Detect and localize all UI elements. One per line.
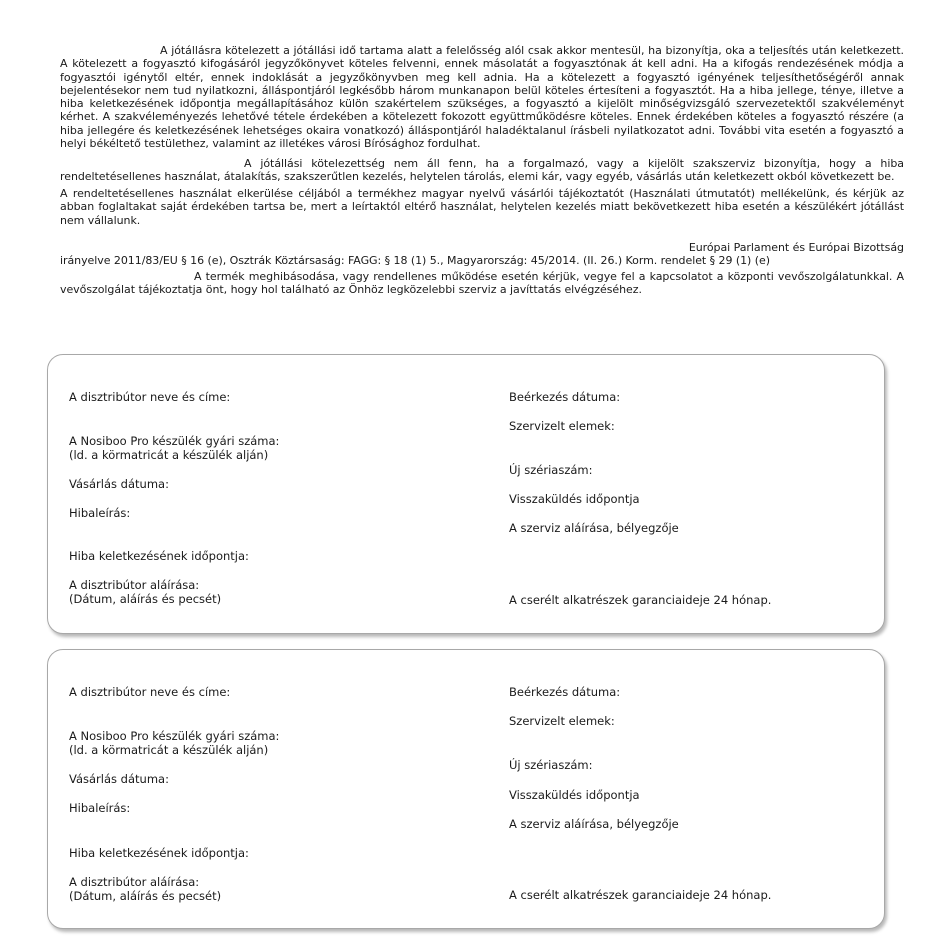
arrival-date-field: Beérkezés dátuma: xyxy=(509,390,621,404)
distributor-signature-field: A disztribútor aláírása: (Dátum, aláírás és pecsét) xyxy=(69,875,222,903)
warranty-card-2 xyxy=(47,649,885,929)
warranty-paragraph-liability-text: A jótállásra kötelezett a jótállási idő tartama alatt a felelősség alól csak akkor mentesül, ha bizonyítja, oka a teljesítés után keletkezett. A kötelezett a fogyasztó kifogásáról jegyzőkönyvet köteles felvenni, ennek másolatát a fogyasztónak át kell adni. Ha a kifogás rendezésének módja a fogyasztói igénytől eltér, ennek indoklását a jegyzőkönyvben meg kell adnia. Ha a kötelezett a fogyasztó igényének teljesíthetőségéről annak bejelentésekor nem tud nyilatkozni, álláspontjáról legkésőbb három munkanapon belül köteles értesíteni a fogyasztót. Ha a hiba jellege, ténye, illetve a hiba keletkezésének időpontja megállapításához külön szakértelem szükséges, a fogyasztó a kijelölt minőségvizsgáló szervezetektől szakvéleményt kérhet. A szakvéleményezés lehetővé tétele érdekében a kötelezett fokozott együttműködésre köteles. Ennek érdekében köteles a fogyasztó részére (a hiba jellegére és keletkezésének lehetséges okaira vonatkozó) álláspontjáról haladéktalanul írásbeli nyilatkozatot adni. További vita esetén a fogyasztó a helyi békéltető testülethez, valamint az illetékes városi Bírósághoz fordulhat. xyxy=(60,44,904,151)
arrival-date-field: Beérkezés dátuma: xyxy=(509,685,621,699)
fault-time-field: Hiba keletkezésének időpontja: xyxy=(69,846,249,860)
distributor-signature-field: A disztribútor aláírása: (Dátum, aláírás és pecsét) xyxy=(69,578,222,606)
fault-description-field: Hibaleírás: xyxy=(69,801,131,815)
parts-warranty-note: A cserélt alkatrészek garanciaideje 24 hónap. xyxy=(509,888,772,902)
distributor-field: A disztribútor neve és címe: xyxy=(69,390,231,404)
return-time-field: Visszaküldés időpontja xyxy=(509,492,640,506)
warranty-card-1 xyxy=(47,354,885,634)
legal-reference-line2: irányelve 2011/83/EU § 16 (e), Osztrák Köztársaság: FAGG: § 18 (1) 5., Magyarország: 45/2014. (II. 26.) Korm. rendelet § 29 (1) (e) xyxy=(60,254,770,268)
fault-time-field: Hiba keletkezésének időpontja: xyxy=(69,549,249,563)
new-serial-field: Új szériaszám: xyxy=(509,463,593,477)
purchase-date-field: Vásárlás dátuma: xyxy=(69,772,169,786)
warranty-paragraph-service-text: A termék meghibásodása, vagy rendellenes működése esetén kérjük, vegye fel a kapcsolatot a központi vevőszolgálatunkkal. A vevőszolgálat tájékoztatja önt, hogy hol található az Önhöz legközelebbi szerviz a javíttatás elvégzéséhez. xyxy=(60,270,904,297)
warranty-paragraph-usage: A rendeltetésellenes használat elkerülése céljából a termékhez magyar nyelvű vásárlói tájékoztatót (Használati útmutatót) mellékelünk, és kérjük az abban foglaltakat saját érdekében tartsa be, mert a leírtaktól eltérő használat, helytelen kezelés miatt bekövetkezett hiba esetén a készülékért jótállást nem vállalunk. xyxy=(60,187,904,227)
serviced-parts-field: Szervizelt elemek: xyxy=(509,419,615,433)
serial-number-field: A Nosiboo Pro készülék gyári száma: (ld. a körmatricát a készülék alján) xyxy=(69,729,280,757)
legal-reference-line1: Európai Parlament és Európai Bizottság xyxy=(688,241,904,254)
service-signature-field: A szerviz aláírása, bélyegzője xyxy=(509,817,679,831)
warranty-paragraph-service xyxy=(60,270,904,297)
serviced-parts-field: Szervizelt elemek: xyxy=(509,714,615,728)
warranty-paragraph-exclusions xyxy=(60,157,904,184)
serial-number-field: A Nosiboo Pro készülék gyári száma: (ld. a körmatricát a készülék alján) xyxy=(69,434,280,462)
legal-reference xyxy=(60,241,904,268)
purchase-date-field: Vásárlás dátuma: xyxy=(69,477,169,491)
distributor-field: A disztribútor neve és címe: xyxy=(69,685,231,699)
warranty-paragraph-exclusions-text: A jótállási kötelezettség nem áll fenn, ha a forgalmazó, vagy a kijelölt szakszerviz bizonyítja, hogy a hiba rendeltetésellenes használat, átalakítás, szakszerűtlen kezelés, helytelen tárolás, elemi kár, vagy egyéb, vásárlás után keletkezett okból következett be. xyxy=(60,157,904,184)
service-signature-field: A szerviz aláírása, bélyegzője xyxy=(509,521,679,535)
new-serial-field: Új szériaszám: xyxy=(509,758,593,772)
warranty-paragraph-liability xyxy=(60,44,904,150)
return-time-field: Visszaküldés időpontja xyxy=(509,788,640,802)
fault-description-field: Hibaleírás: xyxy=(69,506,131,520)
parts-warranty-note: A cserélt alkatrészek garanciaideje 24 hónap. xyxy=(509,593,772,607)
